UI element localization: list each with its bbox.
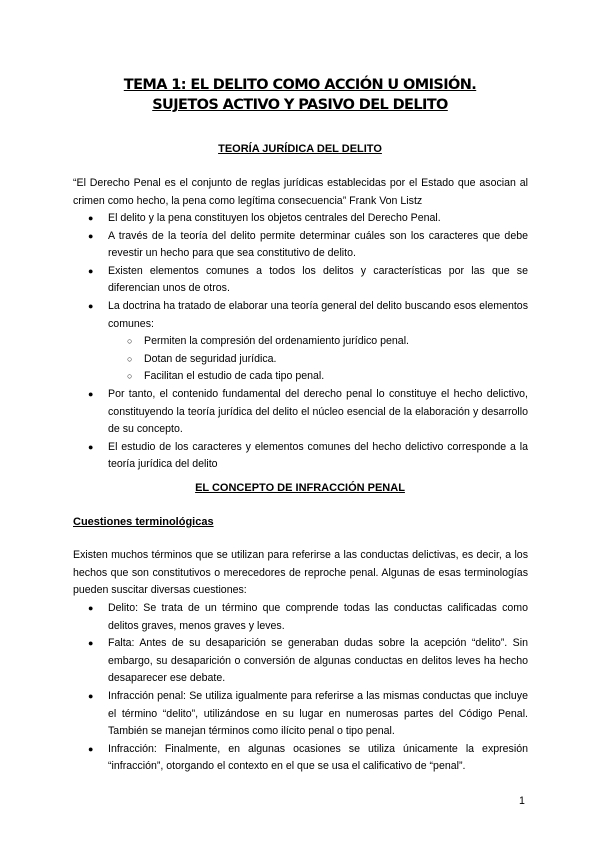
list-item bbox=[73, 298, 528, 386]
list-item: ● A través de la teoría del delito permite determinar cuáles son los caracteres que debe revestir un hecho para que sea constitutivo de delito. bbox=[73, 228, 528, 263]
list-item: ● Delito: Se trata de un término que comprende todas las conductas calificadas como delitos graves, menos graves y leves. bbox=[73, 600, 528, 635]
terminology-bullet-list bbox=[73, 600, 528, 776]
sub-list-item: ○ Dotan de seguridad jurídica. bbox=[73, 351, 528, 369]
list-item: ● El estudio de los caracteres y elementos comunes del hecho delictivo corresponde a la teoría jurídica del delito bbox=[73, 439, 528, 474]
quote-paragraph: “El Derecho Penal es el conjunto de reglas jurídicas establecidas por el Estado que asocian al crimen como hecho, la pena como legítima consecuencia” Frank Von Listz bbox=[73, 177, 528, 207]
page-title-line-1: TEMA 1: EL DELITO COMO ACCIÓN U OMISIÓN. bbox=[123, 77, 477, 93]
section-heading-infraccion: EL CONCEPTO DE INFRACCIÓN PENAL bbox=[195, 482, 405, 494]
sub-list-item: ○ Facilitan el estudio de cada tipo penal. bbox=[73, 368, 528, 386]
list-item: ● Por tanto, el contenido fundamental del derecho penal lo constituye el hecho delictivo, constituyendo la teoría jurídica del delito el núcleo esencial de la elaboración y desarrollo de su concepto. bbox=[73, 386, 528, 439]
theory-bullet-list bbox=[73, 210, 528, 474]
list-item: ● Infracción: Finalmente, en algunas ocasiones se utiliza únicamente la expresión “infracción”, otorgando el contexto en el que se usa el calificativo de “penal”. bbox=[73, 741, 528, 776]
section-heading-teoria: TEORÍA JURÍDICA DEL DELITO bbox=[218, 143, 382, 155]
list-item: ● Infracción penal: Se utiliza igualmente para referirse a las mismas conductas que incluye el término “delito”, utilizándose en su lugar en numerosas partes del Código Penal. También se manejan términos como ilícito penal o tipo penal. bbox=[73, 688, 528, 741]
list-item: ● Existen elementos comunes a todos los delitos y características por las que se diferencian unos de otros. bbox=[73, 263, 528, 298]
theory-sub-list bbox=[108, 333, 528, 386]
page-title-line-2: SUJETOS ACTIVO Y PASIVO DEL DELITO bbox=[152, 97, 448, 113]
list-item: ● El delito y la pena constituyen los objetos centrales del Derecho Penal. bbox=[73, 210, 528, 228]
list-item: ● Falta: Antes de su desaparición se generaban dudas sobre la acepción “delito”. Sin embargo, su desaparición o conversión de algunas conductas en delitos leves ha hecho desaparecer ese debate. bbox=[73, 635, 528, 688]
intro-paragraph: Existen muchos términos que se utilizan para referirse a las conductas delictivas, es decir, a los hechos que son constitutivos o merecedores de reproche penal. Algunas de esas terminologías pueden suscitar diversas cuestiones: bbox=[73, 549, 528, 597]
sub-list-item: ○ Permiten la compresión del ordenamiento jurídico penal. bbox=[73, 333, 528, 351]
subheading-cuestiones: Cuestiones terminológicas bbox=[73, 516, 214, 528]
list-item-text: La doctrina ha tratado de elaborar una teoría general del delito buscando esos elementos comunes: bbox=[108, 299, 528, 330]
page-number: 1 bbox=[519, 795, 525, 807]
